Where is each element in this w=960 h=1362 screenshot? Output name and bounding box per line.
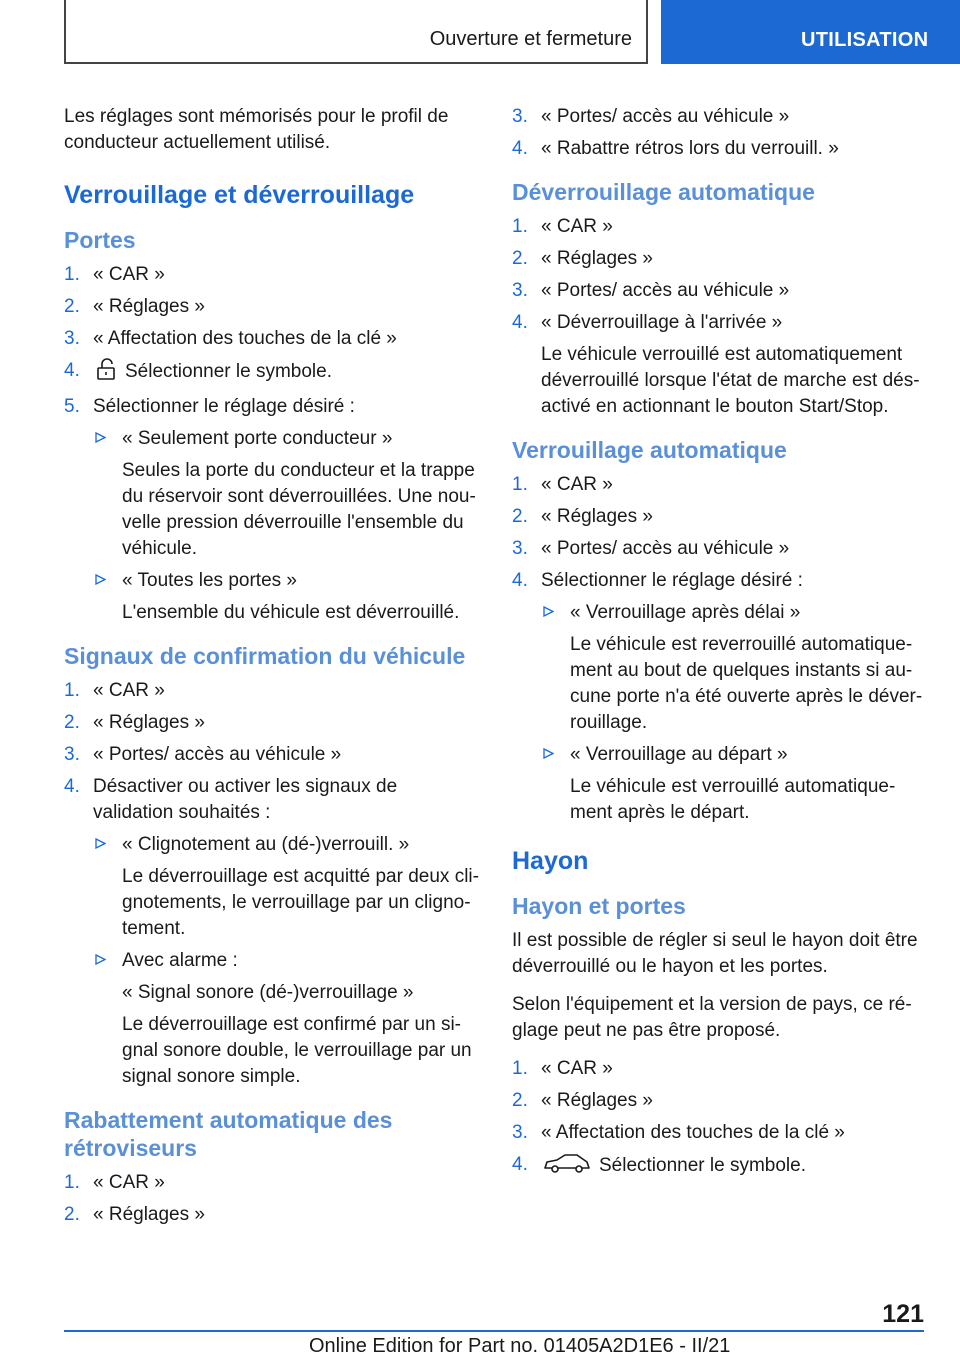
- step-number: 4.: [64, 360, 80, 381]
- step-number: 2.: [64, 712, 80, 733]
- heading-rabattement: Rabattement automatique des rétroviseurs: [64, 1107, 393, 1161]
- list-item: [512, 1152, 928, 1182]
- option-label: « Verrouillage après délai »: [570, 602, 801, 623]
- list-item: [64, 358, 480, 388]
- list-item: [64, 326, 480, 352]
- option-label: « Verrouillage au départ »: [570, 744, 788, 765]
- option-item: [93, 948, 480, 1090]
- padlock-open-icon: [95, 358, 117, 388]
- footer-divider: [64, 1330, 924, 1332]
- list-item: [512, 1120, 928, 1146]
- heading-signaux: Signaux de confirmation du véhicule: [64, 643, 466, 669]
- heading-deverrouillage-auto: Déverrouillage automatique: [512, 179, 815, 205]
- step-text: Sélectionner le symbole.: [599, 1155, 806, 1176]
- step-text: « Affectation des touches de la clé »: [541, 1122, 845, 1143]
- triangle-bullet-icon: [95, 574, 106, 585]
- heading-hayon: Hayon: [512, 847, 589, 875]
- triangle-bullet-icon: [95, 432, 106, 443]
- step-text: « Réglages »: [93, 712, 205, 733]
- option-description: Le déverrouillage est acquitté par deux cli-gnotements, le verrouillage par un cligno-tement.: [122, 866, 479, 939]
- option-item: [93, 426, 480, 562]
- option-label: « Seulement porte conducteur »: [122, 428, 393, 449]
- step-text: « Déverrouillage à l'arrivée »: [541, 312, 783, 333]
- step-number: 3.: [512, 1122, 528, 1143]
- step-number: 4.: [512, 570, 528, 591]
- step-text: Sélectionner le réglage désiré :: [93, 396, 355, 417]
- step-number: 2.: [512, 1090, 528, 1111]
- edition-note: Online Edition for Part no. 01405A2D1E6 - II/21: [309, 1335, 731, 1357]
- step-number: 5.: [64, 396, 80, 417]
- options-list: [93, 832, 480, 1090]
- list-item: [512, 568, 928, 826]
- step-text: « Portes/ accès au véhicule »: [541, 538, 790, 559]
- car-tailgate-icon: [543, 1152, 591, 1182]
- steps-portes: [64, 262, 480, 626]
- step-text: Sélectionner le réglage désiré :: [541, 570, 803, 591]
- steps-verrouillage: [512, 472, 928, 826]
- list-item: [512, 214, 928, 240]
- header-section-box: [64, 0, 648, 64]
- header-chapter-tab: [661, 0, 960, 64]
- step-description: Le véhicule verrouillé est automatiquement déverrouillé lorsque l'état de marche est dés-activé en actionnant le bouton Start/Stop.: [541, 344, 920, 417]
- step-number: 3.: [64, 328, 80, 349]
- list-item: [512, 278, 928, 304]
- list-item: [512, 246, 928, 272]
- step-number: 3.: [512, 280, 528, 301]
- option-description: Le véhicule est verrouillé automatique-ment après le départ.: [570, 776, 896, 823]
- list-item: [512, 310, 928, 420]
- option-item: [541, 742, 928, 826]
- options-list: [93, 426, 480, 626]
- option-item: [93, 568, 480, 626]
- heading-verrouillage-auto: Verrouillage automatique: [512, 437, 787, 463]
- triangle-bullet-icon: [543, 748, 554, 759]
- steps-rabattement-cont: [512, 104, 928, 162]
- list-item: [512, 1056, 928, 1082]
- step-number: 1.: [512, 474, 528, 495]
- step-text: « Portes/ accès au véhicule »: [541, 106, 790, 127]
- intro-paragraph: Les réglages sont mémorisés pour le profil de conducteur actuellement utilisé.: [64, 106, 449, 153]
- step-text: « CAR »: [93, 1172, 165, 1193]
- step-number: 1.: [512, 1058, 528, 1079]
- step-number: 2.: [64, 296, 80, 317]
- list-item: [64, 294, 480, 320]
- list-item: [64, 1202, 480, 1228]
- list-item: [512, 104, 928, 130]
- step-text: « Rabattre rétros lors du verrouill. »: [541, 138, 839, 159]
- triangle-bullet-icon: [95, 838, 106, 849]
- triangle-bullet-icon: [543, 606, 554, 617]
- option-description: Le déverrouillage est confirmé par un si-gnal sonore double, le verrouillage par un signal sonore simple.: [122, 1014, 472, 1087]
- list-item: [512, 536, 928, 562]
- step-number: 1.: [64, 1172, 80, 1193]
- option-label: « Clignotement au (dé-)verrouill. »: [122, 834, 410, 855]
- step-text: « Portes/ accès au véhicule »: [93, 744, 342, 765]
- list-item: [64, 394, 480, 626]
- list-item: [64, 678, 480, 704]
- hayon-paragraph-2: Selon l'équipement et la version de pays, ce ré-glage peut ne pas être proposé.: [512, 994, 912, 1041]
- list-item: [512, 136, 928, 162]
- step-text: « CAR »: [541, 216, 613, 237]
- step-number: 3.: [512, 538, 528, 559]
- option-sublabel: « Signal sonore (dé-)verrouillage »: [122, 982, 414, 1003]
- steps-hayon: [512, 1056, 928, 1182]
- step-text: « CAR »: [541, 474, 613, 495]
- section-title: Ouverture et fermeture: [429, 28, 632, 50]
- triangle-bullet-icon: [95, 954, 106, 965]
- step-number: 4.: [512, 312, 528, 333]
- option-description: Seules la porte du conducteur et la trappe du réservoir sont déverrouillées. Une nou-velle pression déverrouille l'ensemble du véhicule.: [122, 460, 476, 559]
- list-item: [512, 504, 928, 530]
- option-label: Avec alarme :: [122, 950, 238, 971]
- steps-signaux: [64, 678, 480, 1090]
- steps-rabattement: [64, 1170, 480, 1228]
- step-text: Sélectionner le symbole.: [125, 361, 332, 382]
- list-item: [64, 262, 480, 288]
- step-text: « Affectation des touches de la clé »: [93, 328, 397, 349]
- chapter-title: UTILISATION: [801, 29, 929, 51]
- list-item: [512, 472, 928, 498]
- options-list: [541, 600, 928, 826]
- list-item: [64, 774, 480, 1090]
- step-number: 2.: [512, 248, 528, 269]
- heading-verrouillage-deverrouillage: Verrouillage et déverrouillage: [64, 181, 415, 209]
- list-item: [64, 1170, 480, 1196]
- list-item: [64, 710, 480, 736]
- option-description: L'ensemble du véhicule est déverrouillé.: [122, 602, 460, 623]
- step-text: Désactiver ou activer les signaux de validation souhaités :: [93, 776, 398, 823]
- step-text: « CAR »: [541, 1058, 613, 1079]
- step-text: « CAR »: [93, 680, 165, 701]
- right-column: [512, 104, 928, 1190]
- page-number: 121: [882, 1300, 924, 1328]
- step-number: 3.: [64, 744, 80, 765]
- hayon-paragraph-1: Il est possible de régler si seul le hayon doit être déverrouillé ou le hayon et les portes.: [512, 930, 918, 977]
- step-number: 1.: [64, 264, 80, 285]
- step-number: 4.: [64, 776, 80, 797]
- step-number: 4.: [512, 138, 528, 159]
- step-text: « Réglages »: [93, 1204, 205, 1225]
- steps-deverrouillage: [512, 214, 928, 420]
- option-label: « Toutes les portes »: [122, 570, 297, 591]
- step-number: 1.: [64, 680, 80, 701]
- step-text: « Réglages »: [541, 1090, 653, 1111]
- option-item: [541, 600, 928, 736]
- step-text: « Réglages »: [541, 506, 653, 527]
- step-number: 1.: [512, 216, 528, 237]
- list-item: [64, 742, 480, 768]
- step-text: « Réglages »: [93, 296, 205, 317]
- step-text: « CAR »: [93, 264, 165, 285]
- step-text: « Portes/ accès au véhicule »: [541, 280, 790, 301]
- step-number: 2.: [512, 506, 528, 527]
- step-number: 4.: [512, 1154, 528, 1175]
- heading-portes: Portes: [64, 227, 136, 253]
- step-number: 3.: [512, 106, 528, 127]
- list-item: [512, 1088, 928, 1114]
- heading-hayon-portes: Hayon et portes: [512, 893, 686, 919]
- left-column: [64, 104, 480, 1236]
- step-text: « Réglages »: [541, 248, 653, 269]
- step-number: 2.: [64, 1204, 80, 1225]
- option-item: [93, 832, 480, 942]
- option-description: Le véhicule est reverrouillé automatique-ment au bout de quelques instants si au-cune porte n'a été ouverte après le déver-rouillage.: [570, 634, 923, 733]
